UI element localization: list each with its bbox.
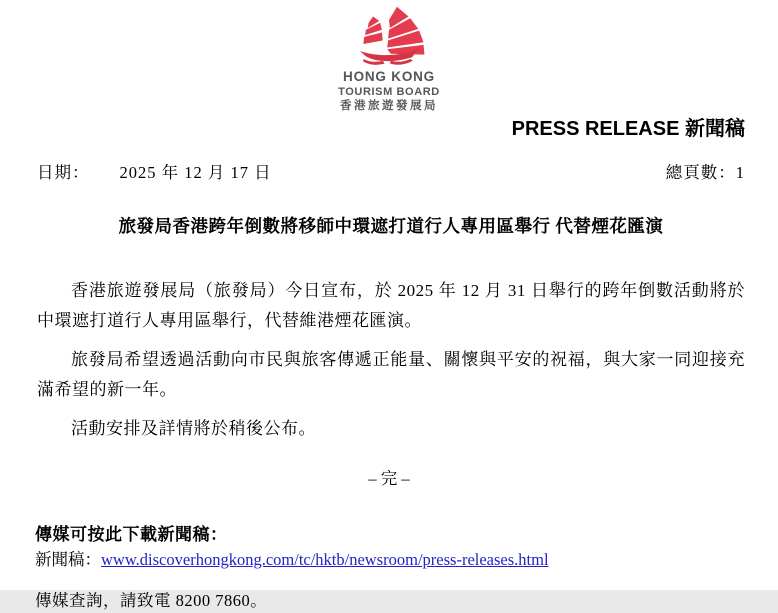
document-meta-row xyxy=(0,162,778,184)
date-line xyxy=(37,162,272,184)
logo-name-english-line2: TOURISM BOARD xyxy=(338,85,440,98)
junk-boat-icon xyxy=(344,5,434,67)
logo-name-chinese: 香港旅遊發展局 xyxy=(340,99,438,112)
total-pages-label: 總頁數： xyxy=(665,163,736,182)
media-download-heading: 傳媒可按此下載新聞稿： xyxy=(35,525,228,544)
press-release-title: 旅發局香港跨年倒數將移師中環遮打道行人專用區舉行 代替煙花匯演 xyxy=(118,216,664,236)
total-pages-value: 1 xyxy=(735,163,745,182)
body-paragraph-3: 活動安排及詳情將於稍後公布。 xyxy=(71,419,316,438)
logo-name-english-line1: HONG KONG xyxy=(343,69,435,84)
date-label: 日期： xyxy=(37,163,90,182)
hktb-logo xyxy=(0,0,778,112)
body-paragraph-2: 旅發局希望透過活動向市民與旅客傳遞正能量、關懷與平安的祝福，與大家一同迎接充滿希望的新一年。 xyxy=(37,350,745,399)
end-of-release-mark: – 完 – xyxy=(368,469,410,488)
total-pages xyxy=(666,162,745,184)
media-enquiry-line: 傳媒查詢，請致電 8200 7860。 xyxy=(35,591,268,610)
press-release-url-link[interactable]: www.discoverhongkong.com/tc/hktb/newsroom/press-releases.html xyxy=(101,550,549,569)
body-paragraph-1: 香港旅遊發展局（旅發局）今日宣布，於 2025 年 12 月 31 日舉行的跨年倒數活動將於中環遮打道行人專用區舉行，代替維港煙花匯演。 xyxy=(37,281,745,330)
link-prefix-label: 新聞稿： xyxy=(35,550,101,569)
press-release-heading: PRESS RELEASE 新聞稿 xyxy=(511,118,745,140)
press-release-link-line xyxy=(0,548,778,572)
date-value: 2025 年 12 月 17 日 xyxy=(119,163,272,182)
